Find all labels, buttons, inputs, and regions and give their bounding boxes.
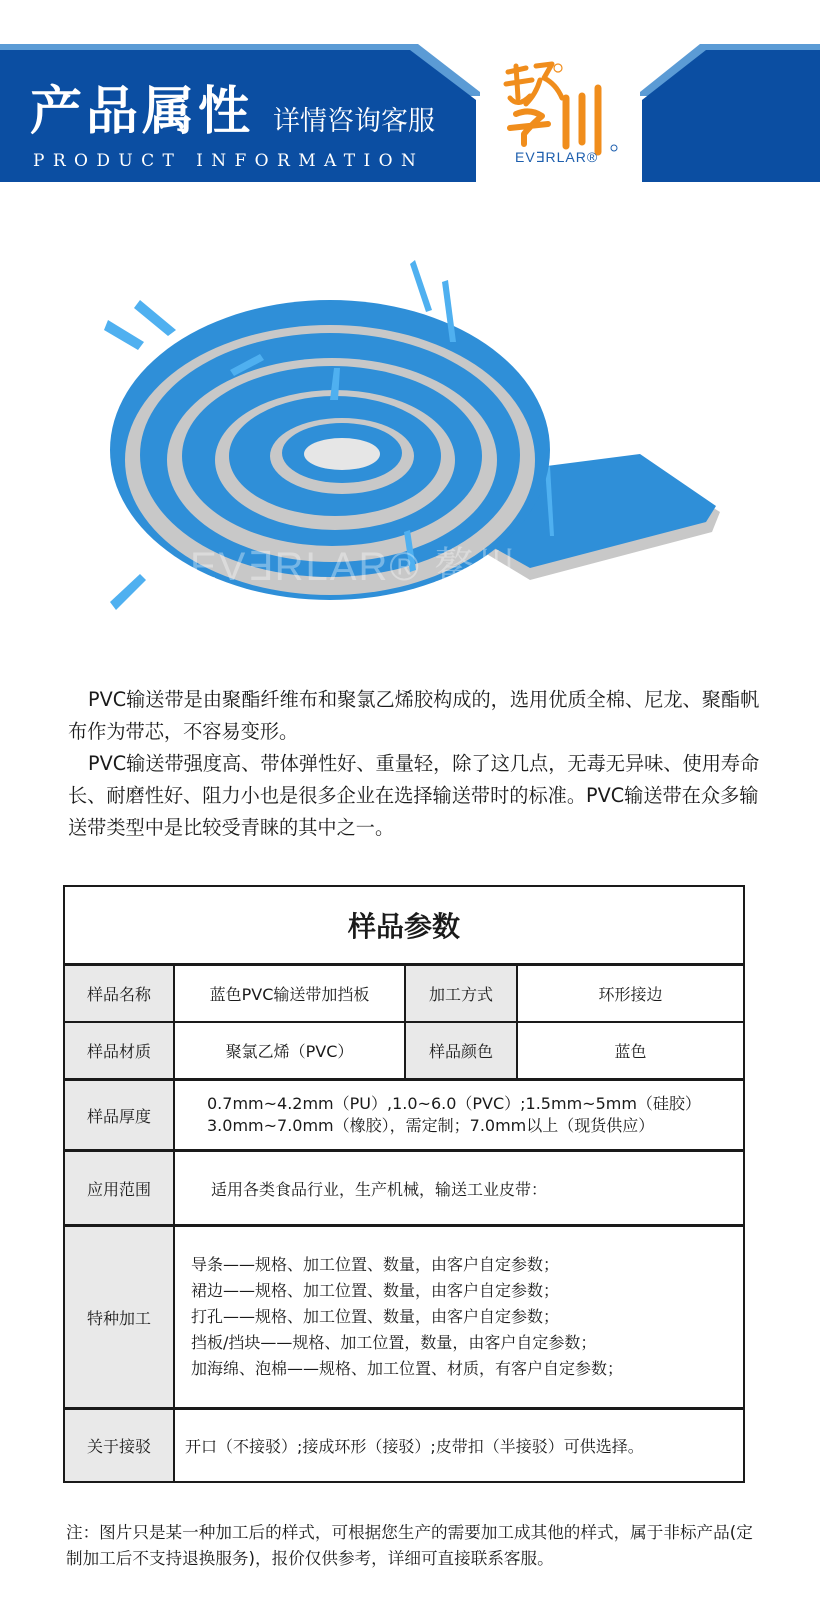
list-item: 导条——规格、加工位置、数量，由客户自定参数； (191, 1255, 560, 1274)
special-processing-label: 特种加工 (64, 1226, 174, 1409)
coil-center (304, 438, 380, 470)
sample-thickness-value: 0.7mm~4.2mm（PU）,1.0~6.0（PVC）;1.5mm~5mm（硅胶） 3.0mm~7.0mm（橡胶），需定制；7.0mm以上（现货供应） (207, 1094, 701, 1135)
special-processing-cell (174, 1226, 744, 1409)
sample-color-value: 蓝色 (517, 1022, 744, 1080)
footnote: 注：图片只是某一种加工后的样式，可根据您生产的需要加工成其他的样式，属于非标产品(定制加工后不支持退换服务)，报价仅供参考，详细可直接联系客服。 (66, 1523, 753, 1568)
page-subtitle: 详情咨询客服 (273, 106, 435, 137)
joint-cell (174, 1409, 744, 1483)
everlar-logo-icon (496, 58, 620, 188)
product-description (68, 684, 764, 844)
page-title-english: PRODUCT INFORMATION (33, 151, 425, 171)
sample-name-label: 样品名称 (64, 965, 174, 1023)
page-title: 产品属性 (30, 82, 255, 142)
description-paragraph-1: PVC输送带是由聚酯纤维布和聚氯乙烯胶构成的，选用优质全棉、尼龙、聚酯帆布作为带芯，不容易变形。 (68, 688, 760, 743)
sample-name-value: 蓝色PVC输送带加挡板 (174, 965, 405, 1023)
list-item: 裙边——规格、加工位置、数量，由客户自定参数； (191, 1281, 560, 1300)
baffle (110, 574, 146, 610)
list-item: 挡板/挡块——规格、加工位置，数量，由客户自定参数； (191, 1333, 597, 1352)
process-method-value: 环形接边 (517, 965, 744, 1023)
sample-material-value: 聚氯乙烯（PVC） (174, 1022, 405, 1080)
sample-color-label: 样品颜色 (405, 1022, 517, 1080)
table-title: 样品参数 (64, 886, 744, 965)
baffle (410, 260, 432, 312)
joint-label: 关于接驳 (64, 1409, 174, 1483)
photo-watermark: EV∃RLAR® 鳌川 (190, 545, 518, 589)
header-banner (0, 0, 820, 200)
brand-name: EV∃RLAR® (515, 149, 599, 165)
application-range-cell (174, 1151, 744, 1226)
sample-material-label: 样品材质 (64, 1022, 174, 1080)
list-item: 加海绵、泡棉——规格、加工位置、材质，有客户自定参数； (191, 1359, 624, 1378)
application-range-value: 适用各类食品行业，生产机械，输送工业皮带： (211, 1179, 548, 1199)
list-item: 打孔——规格、加工位置、数量，由客户自定参数； (191, 1307, 560, 1326)
application-range-label: 应用范围 (64, 1151, 174, 1226)
special-processing-list (175, 1252, 743, 1382)
baffle (134, 300, 176, 336)
joint-value: 开口（不接驳）;接成环形（接驳）;皮带扣（半接驳）可供选择。 (185, 1437, 644, 1456)
baffle (104, 320, 144, 350)
product-photo (80, 250, 740, 660)
description-paragraph-2: PVC输送带强度高、带体弹性好、重量轻，除了这几点，无毒无异味、使用寿命长、耐磨性好、阻力小也是很多企业在选择输送带时的标准。PVC输送带在众多输送带类型中是比较受青睐的其中之一。 (68, 752, 760, 839)
sample-thickness-cell (174, 1080, 744, 1151)
sample-thickness-label: 样品厚度 (64, 1080, 174, 1151)
sample-parameter-table (63, 885, 745, 1483)
process-method-label: 加工方式 (405, 965, 517, 1023)
